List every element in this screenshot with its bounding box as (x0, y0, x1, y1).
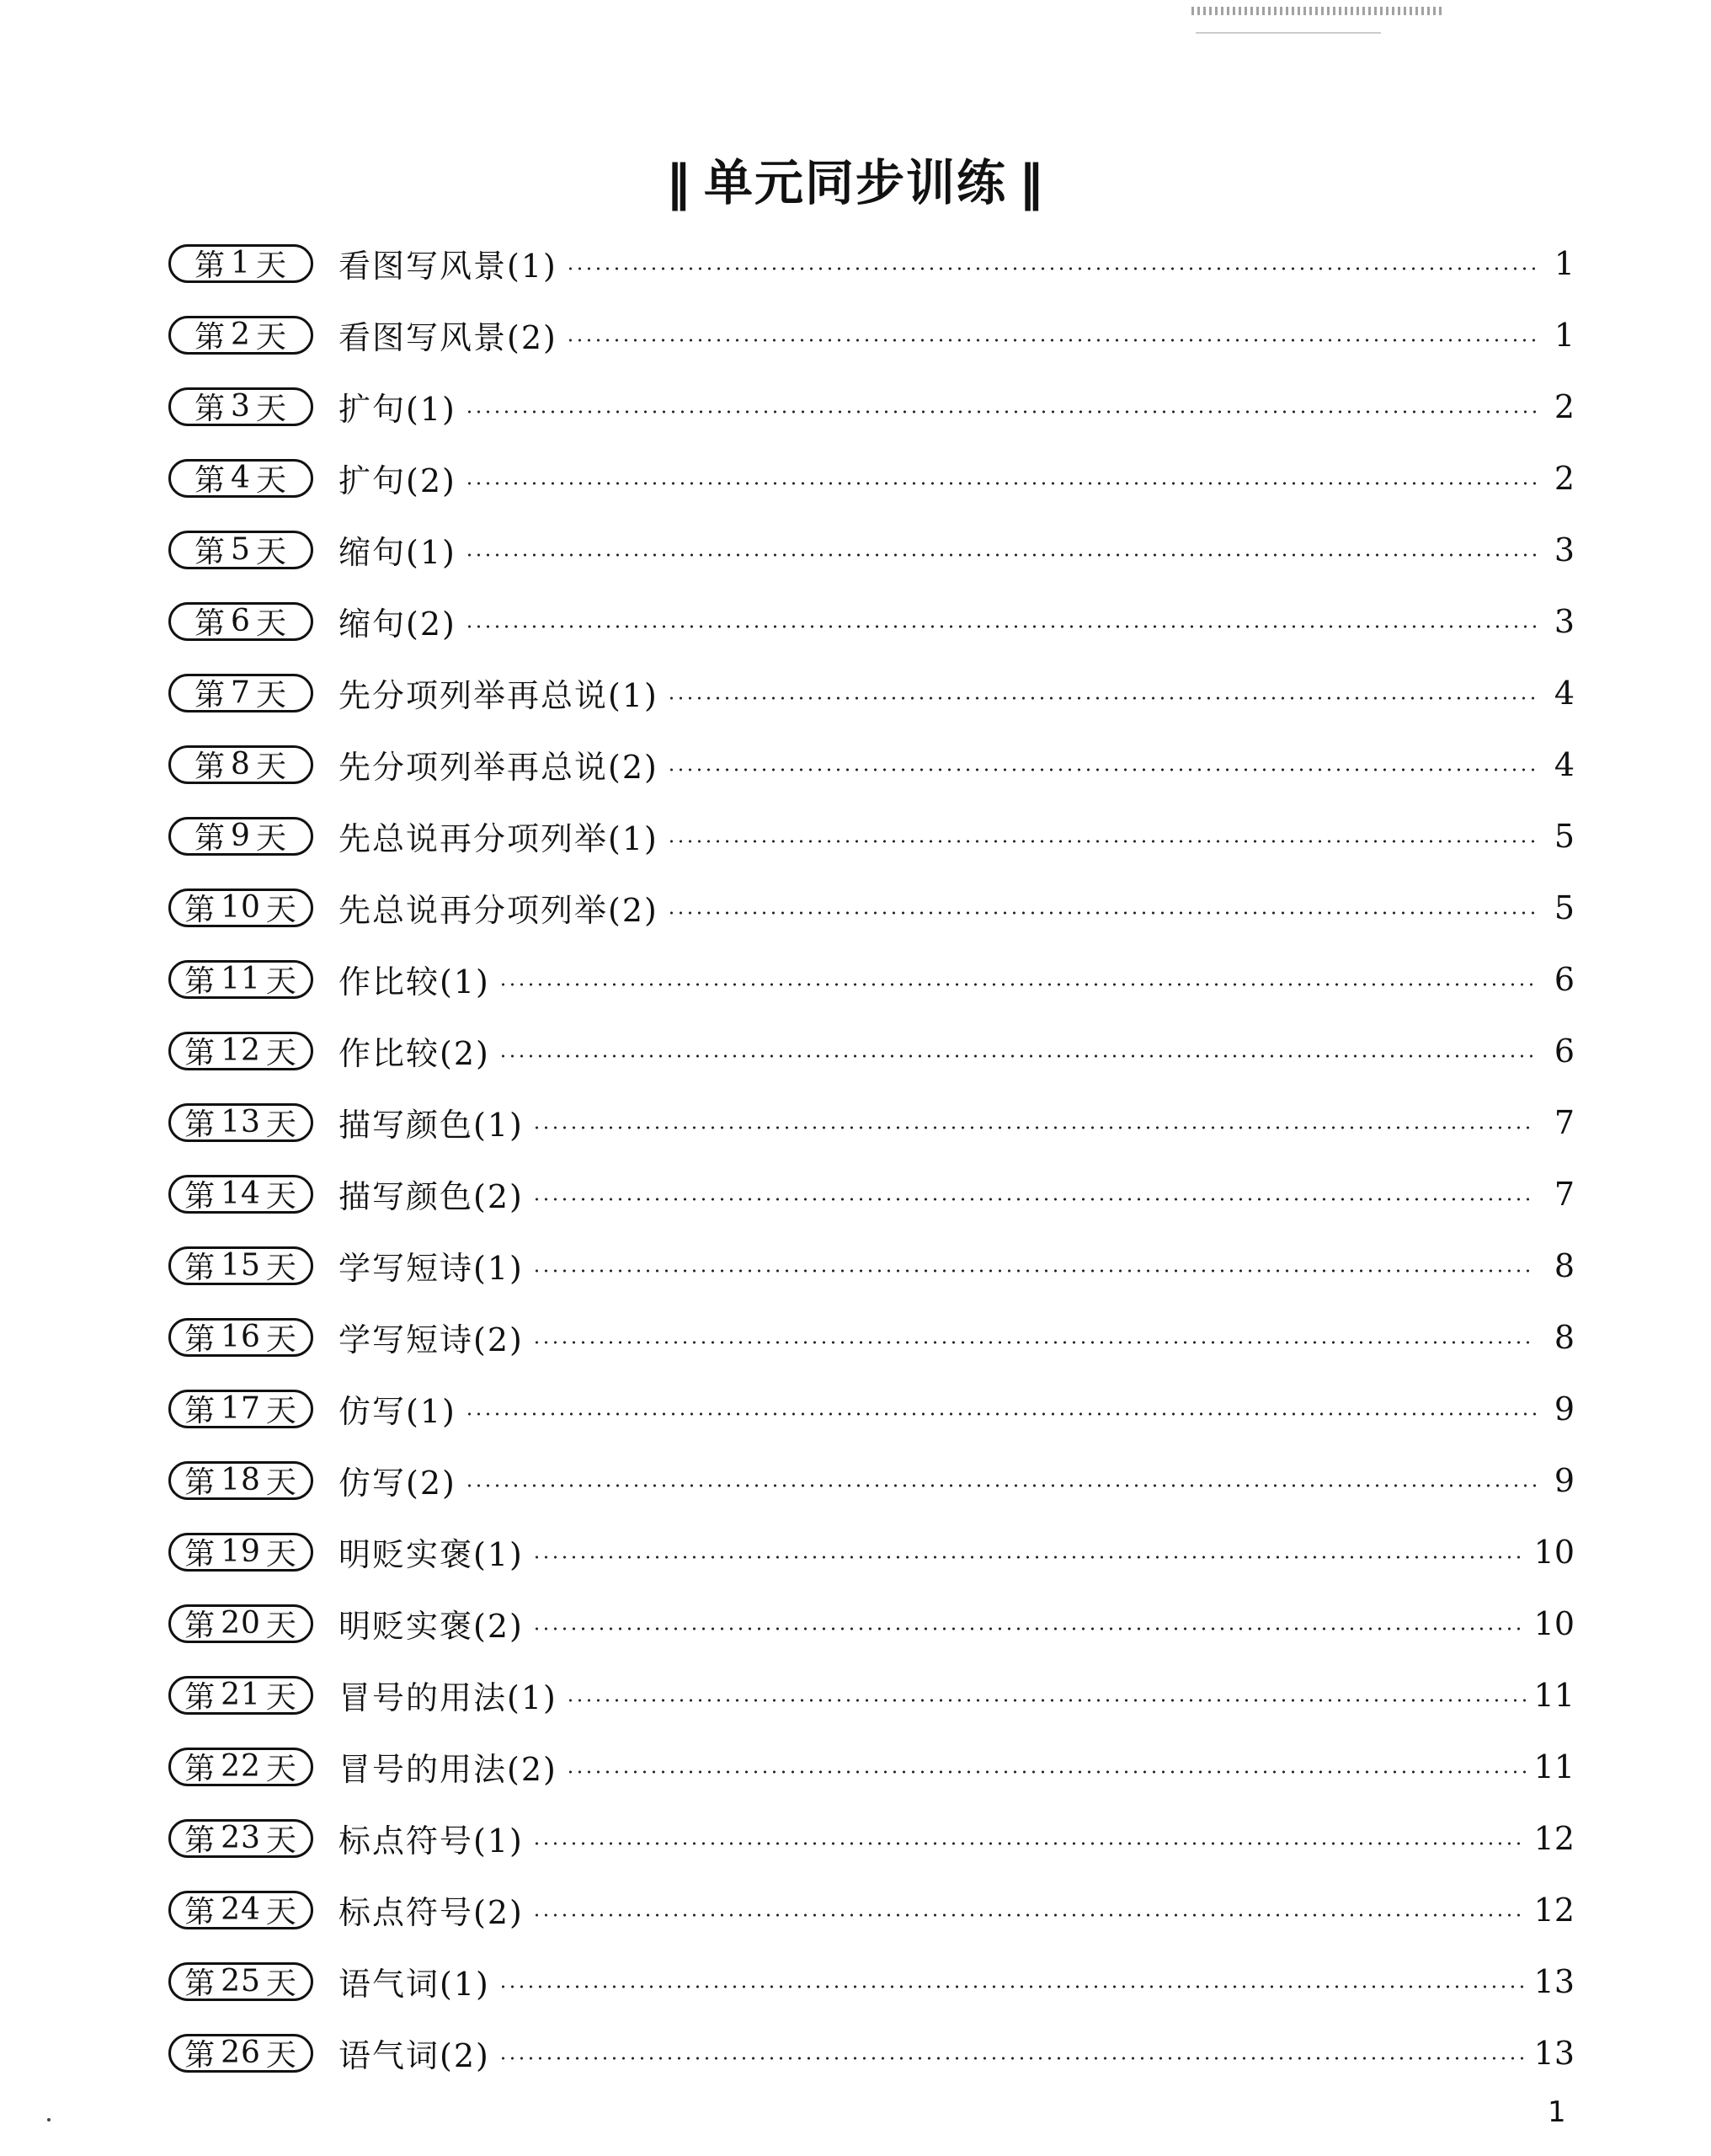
entry-page-number: 5 (1554, 889, 1575, 926)
entry-title: 仿写(2) (338, 1465, 456, 1502)
title-left-bar: ‖ (665, 154, 692, 211)
dot-leader (667, 768, 1536, 771)
dot-leader (532, 1198, 1536, 1201)
day-badge (168, 1461, 313, 1500)
day-prefix: 第 (184, 1322, 216, 1357)
toc-entry (168, 299, 1575, 371)
entry-title: 扩句(2) (338, 462, 456, 499)
entry-page-number: 13 (1533, 1962, 1575, 2000)
dot-leader (532, 1126, 1536, 1129)
day-suffix: 天 (265, 1394, 297, 1428)
day-number: 21 (221, 1678, 261, 1712)
day-suffix: 天 (265, 1680, 297, 1715)
toc-entry (168, 1874, 1575, 1945)
day-suffix: 天 (265, 1322, 297, 1357)
day-badge (168, 1604, 313, 1643)
day-suffix: 天 (255, 248, 287, 283)
day-badge (168, 1819, 313, 1858)
day-number: 13 (221, 1105, 261, 1139)
day-prefix: 第 (184, 1107, 216, 1142)
day-suffix: 天 (255, 750, 287, 784)
day-badge (168, 674, 313, 712)
day-badge (168, 531, 313, 569)
toc-entry (168, 1731, 1575, 1802)
day-suffix: 天 (255, 392, 287, 426)
day-badge (168, 316, 313, 355)
page-number: 1 (1548, 2095, 1566, 2129)
day-prefix: 第 (184, 1752, 216, 1786)
entry-title: 语气词(1) (338, 1966, 490, 2003)
dot-leader (532, 1341, 1536, 1344)
scan-dot (47, 2118, 51, 2121)
day-badge (168, 387, 313, 426)
toc-entry (168, 1659, 1575, 1731)
day-number: 24 (221, 1892, 261, 1927)
scan-artifact-line (1196, 32, 1381, 34)
day-number: 10 (221, 890, 261, 925)
day-prefix: 第 (195, 463, 227, 498)
day-badge (168, 244, 313, 283)
dot-leader (566, 1770, 1526, 1774)
day-prefix: 第 (184, 964, 216, 999)
dot-leader (532, 1627, 1526, 1630)
day-prefix: 第 (195, 535, 227, 569)
entry-title: 明贬实褒(2) (338, 1608, 524, 1645)
dot-leader (532, 1842, 1526, 1845)
day-suffix: 天 (265, 1537, 297, 1572)
day-badge (168, 1748, 313, 1786)
toc-entry (168, 1588, 1575, 1659)
entry-page-number: 4 (1554, 745, 1575, 783)
toc-entry (168, 657, 1575, 728)
page-title (0, 143, 1711, 214)
day-number: 3 (231, 389, 251, 424)
dot-leader (498, 2057, 1526, 2060)
day-number: 6 (231, 604, 251, 638)
day-number: 12 (221, 1033, 261, 1068)
entry-title: 标点符号(1) (338, 1822, 524, 1860)
toc-entry (168, 1158, 1575, 1230)
day-suffix: 天 (255, 535, 287, 569)
entry-page-number: 5 (1554, 817, 1575, 855)
dot-leader (667, 696, 1536, 700)
day-badge (168, 889, 313, 927)
day-prefix: 第 (195, 821, 227, 856)
day-number: 16 (221, 1320, 261, 1354)
day-suffix: 天 (255, 606, 287, 641)
day-suffix: 天 (265, 1609, 297, 1643)
toc-entry (168, 371, 1575, 442)
day-prefix: 第 (184, 1895, 216, 1929)
dot-leader (566, 339, 1536, 342)
entry-title: 先总说再分项列举(2) (338, 892, 658, 929)
entry-page-number: 8 (1554, 1246, 1575, 1284)
toc-entry (168, 1802, 1575, 1874)
day-number: 11 (221, 962, 261, 996)
day-prefix: 第 (184, 1537, 216, 1572)
day-prefix: 第 (184, 893, 216, 927)
toc-entry (168, 800, 1575, 872)
entry-page-number: 1 (1554, 316, 1575, 354)
entry-page-number: 10 (1533, 1604, 1575, 1642)
day-number: 15 (221, 1248, 261, 1283)
day-number: 7 (231, 675, 251, 710)
entry-page-number: 2 (1554, 459, 1575, 497)
day-number: 8 (231, 747, 251, 782)
entry-page-number: 11 (1533, 1676, 1575, 1714)
entry-page-number: 13 (1533, 2034, 1575, 2072)
entry-title: 明贬实褒(1) (338, 1536, 524, 1573)
day-badge (168, 1533, 313, 1572)
toc-entry (168, 943, 1575, 1015)
day-suffix: 天 (265, 1107, 297, 1142)
dot-leader (667, 840, 1536, 843)
day-badge (168, 1891, 313, 1929)
dot-leader (498, 1054, 1536, 1058)
toc-entry (168, 872, 1575, 943)
entry-title: 先分项列举再总说(2) (338, 749, 658, 786)
table-of-contents (168, 227, 1575, 2089)
toc-entry (168, 1516, 1575, 1588)
entry-title: 冒号的用法(1) (338, 1679, 557, 1716)
day-number: 26 (221, 2036, 261, 2070)
day-prefix: 第 (184, 1251, 216, 1285)
toc-entry (168, 1444, 1575, 1516)
day-suffix: 天 (265, 1251, 297, 1285)
day-prefix: 第 (184, 1609, 216, 1643)
scan-artifact-marks (1191, 7, 1444, 15)
dot-leader (532, 1556, 1526, 1559)
dot-leader (465, 1412, 1536, 1416)
day-suffix: 天 (265, 1036, 297, 1070)
entry-page-number: 3 (1554, 602, 1575, 640)
day-suffix: 天 (255, 678, 287, 712)
entry-page-number: 7 (1554, 1175, 1575, 1213)
entry-page-number: 3 (1554, 531, 1575, 568)
dot-leader (465, 482, 1536, 485)
entry-title: 作比较(1) (338, 963, 490, 1001)
entry-title: 学写短诗(1) (338, 1250, 524, 1287)
day-prefix: 第 (184, 1823, 216, 1858)
day-prefix: 第 (195, 606, 227, 641)
day-number: 19 (221, 1534, 261, 1569)
day-number: 23 (221, 1821, 261, 1855)
day-badge (168, 459, 313, 498)
entry-page-number: 7 (1554, 1103, 1575, 1141)
day-suffix: 天 (265, 1752, 297, 1786)
entry-title: 作比较(2) (338, 1035, 490, 1072)
day-number: 25 (221, 1964, 261, 1999)
entry-page-number: 2 (1554, 387, 1575, 425)
toc-entry (168, 1086, 1575, 1158)
entry-page-number: 1 (1554, 244, 1575, 282)
day-badge (168, 1032, 313, 1070)
day-number: 1 (231, 246, 251, 280)
title-text: 单元同步训练 (703, 154, 1007, 211)
day-number: 2 (231, 318, 251, 352)
toc-entry (168, 1301, 1575, 1373)
entry-page-number: 10 (1533, 1533, 1575, 1571)
day-number: 18 (221, 1463, 261, 1497)
dot-leader (498, 983, 1536, 986)
day-number: 5 (231, 532, 251, 567)
toc-entry (168, 1015, 1575, 1086)
day-number: 4 (231, 461, 251, 495)
day-badge (168, 1318, 313, 1357)
entry-title: 缩句(1) (338, 534, 456, 571)
toc-entry (168, 1230, 1575, 1301)
entry-title: 学写短诗(2) (338, 1321, 524, 1358)
entry-title: 冒号的用法(2) (338, 1751, 557, 1788)
day-badge (168, 960, 313, 999)
entry-page-number: 8 (1554, 1318, 1575, 1356)
day-prefix: 第 (195, 248, 227, 283)
dot-leader (566, 267, 1536, 270)
day-badge (168, 745, 313, 784)
dot-leader (532, 1913, 1526, 1917)
day-badge (168, 817, 313, 856)
day-number: 17 (221, 1391, 261, 1426)
day-badge (168, 2034, 313, 2073)
entry-title: 语气词(2) (338, 2037, 490, 2074)
entry-page-number: 12 (1533, 1891, 1575, 1929)
toc-entry (168, 1945, 1575, 2017)
day-badge (168, 1175, 313, 1214)
day-prefix: 第 (184, 1967, 216, 2001)
dot-leader (465, 1484, 1536, 1487)
day-badge (168, 602, 313, 641)
toc-entry (168, 1373, 1575, 1444)
entry-page-number: 6 (1554, 1032, 1575, 1070)
day-suffix: 天 (255, 463, 287, 498)
entry-title: 描写颜色(2) (338, 1178, 524, 1215)
dot-leader (532, 1269, 1536, 1273)
day-prefix: 第 (184, 1680, 216, 1715)
toc-entry (168, 227, 1575, 299)
day-suffix: 天 (265, 2038, 297, 2073)
day-badge (168, 1103, 313, 1142)
dot-leader (498, 1985, 1526, 1988)
toc-entry (168, 585, 1575, 657)
entry-title: 先总说再分项列举(1) (338, 820, 658, 857)
day-badge (168, 1390, 313, 1428)
day-badge (168, 1246, 313, 1285)
title-right-bar: ‖ (1019, 154, 1045, 211)
toc-entry (168, 442, 1575, 514)
toc-entry (168, 2017, 1575, 2089)
entry-title: 仿写(1) (338, 1393, 456, 1430)
entry-title: 看图写风景(2) (338, 319, 557, 356)
entry-title: 描写颜色(1) (338, 1107, 524, 1144)
day-badge (168, 1962, 313, 2001)
toc-entry (168, 728, 1575, 800)
day-suffix: 天 (255, 320, 287, 355)
day-suffix: 天 (265, 893, 297, 927)
day-prefix: 第 (195, 678, 227, 712)
entry-title: 标点符号(2) (338, 1894, 524, 1931)
day-suffix: 天 (265, 1465, 297, 1500)
dot-leader (465, 625, 1536, 628)
day-prefix: 第 (195, 320, 227, 355)
day-suffix: 天 (265, 964, 297, 999)
entry-page-number: 12 (1533, 1819, 1575, 1857)
day-number: 22 (221, 1749, 261, 1784)
dot-leader (566, 1699, 1526, 1702)
entry-title: 缩句(2) (338, 606, 456, 643)
entry-title: 看图写风景(1) (338, 248, 557, 285)
toc-entry (168, 514, 1575, 585)
day-suffix: 天 (265, 1967, 297, 2001)
entry-page-number: 9 (1554, 1461, 1575, 1499)
dot-leader (667, 911, 1536, 915)
day-suffix: 天 (265, 1823, 297, 1858)
entry-page-number: 4 (1554, 674, 1575, 712)
day-prefix: 第 (184, 2038, 216, 2073)
entry-page-number: 11 (1533, 1748, 1575, 1785)
day-badge (168, 1676, 313, 1715)
day-prefix: 第 (195, 750, 227, 784)
dot-leader (465, 553, 1536, 557)
entry-page-number: 6 (1554, 960, 1575, 998)
day-prefix: 第 (195, 392, 227, 426)
day-suffix: 天 (265, 1895, 297, 1929)
entry-page-number: 9 (1554, 1390, 1575, 1428)
entry-title: 扩句(1) (338, 391, 456, 428)
day-suffix: 天 (265, 1179, 297, 1214)
day-prefix: 第 (184, 1394, 216, 1428)
day-suffix: 天 (255, 821, 287, 856)
day-number: 9 (231, 819, 251, 853)
day-number: 14 (221, 1177, 261, 1211)
day-prefix: 第 (184, 1179, 216, 1214)
day-prefix: 第 (184, 1036, 216, 1070)
day-prefix: 第 (184, 1465, 216, 1500)
day-number: 20 (221, 1606, 261, 1641)
entry-title: 先分项列举再总说(1) (338, 677, 658, 714)
dot-leader (465, 410, 1536, 414)
